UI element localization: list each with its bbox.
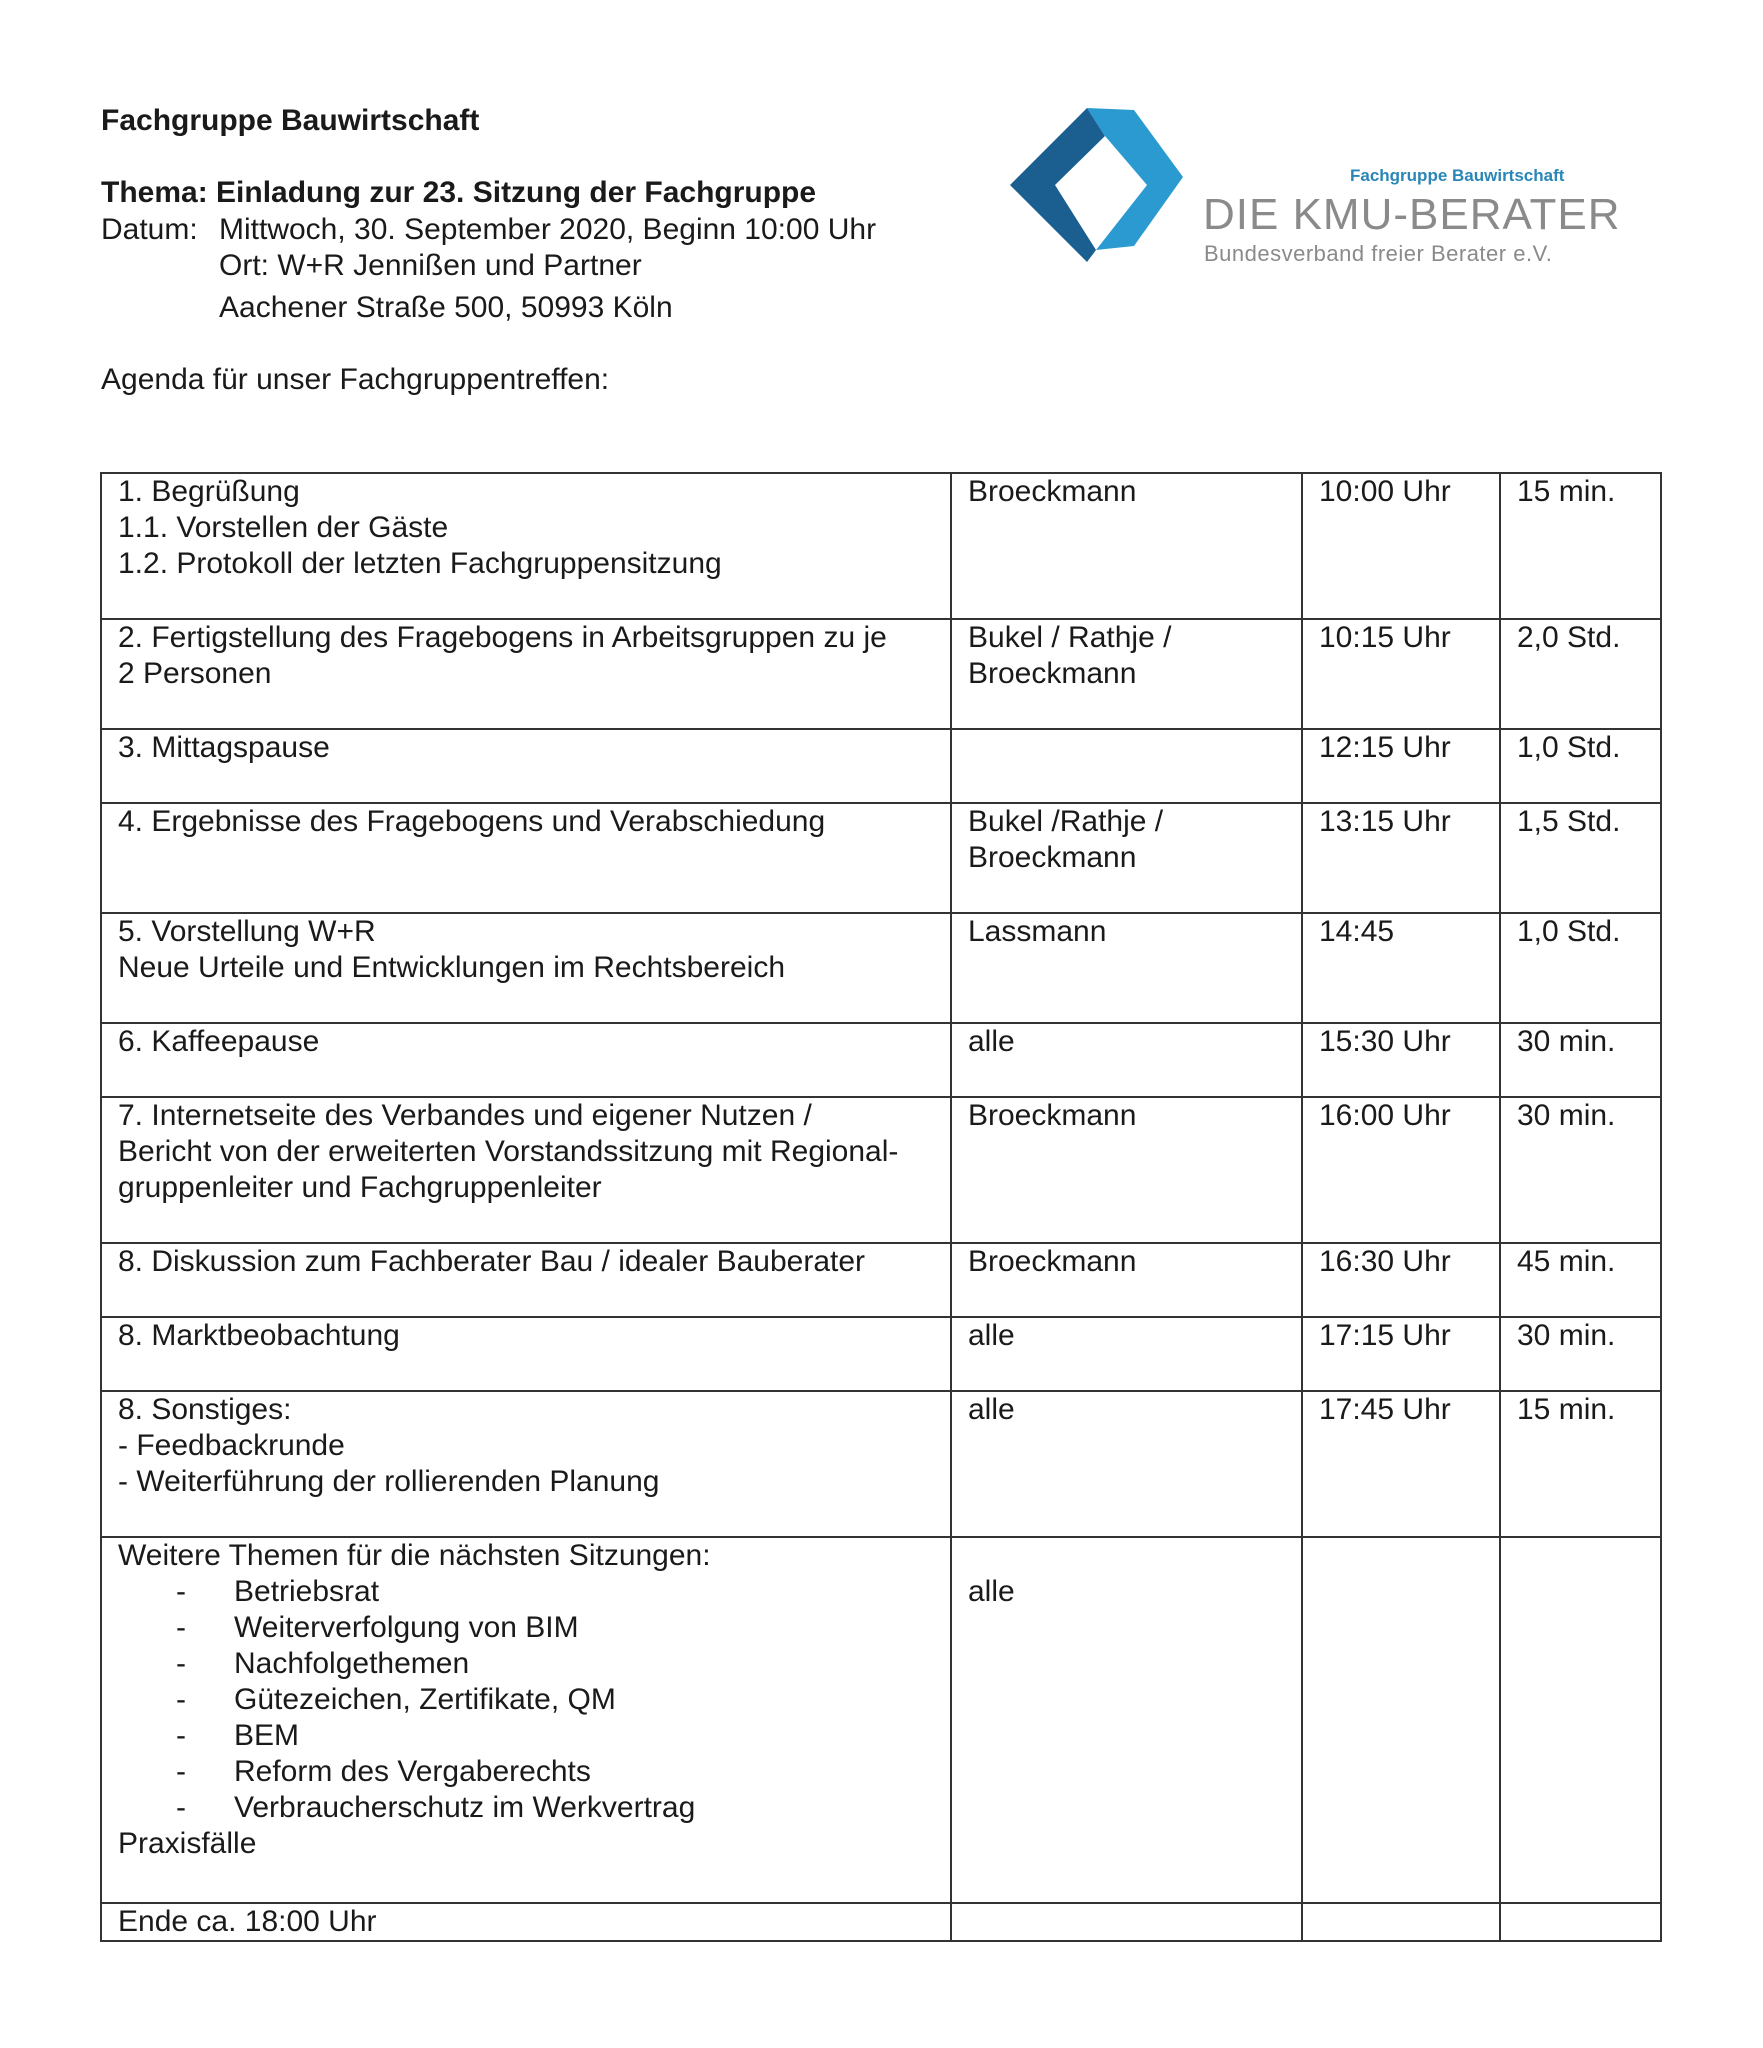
time-cell: 12:15 Uhr — [1302, 729, 1500, 803]
agenda-intro: Agenda für unser Fachgruppentreffen: — [101, 363, 610, 396]
presenter-line: alle — [968, 1319, 1015, 1352]
topic-cell — [101, 619, 951, 729]
duration-cell: 30 min. — [1500, 1097, 1661, 1243]
topic-cell — [101, 1537, 951, 1903]
location-line: Ort: W+R Jennißen und Partner — [219, 249, 642, 282]
presenter-cell — [951, 1903, 1302, 1941]
time-cell: 10:00 Uhr — [1302, 473, 1500, 619]
list-item-text: Betriebsrat — [234, 1575, 380, 1608]
topic-cell — [101, 729, 951, 803]
topic-line: 5. Vorstellung W+R — [118, 915, 376, 948]
list-item-text: BEM — [234, 1719, 300, 1752]
duration-cell — [1500, 1903, 1661, 1941]
list-item — [118, 1754, 934, 1790]
table-row — [101, 803, 1661, 913]
topic-line: 1.2. Protokoll der letzten Fachgruppensitzung — [118, 547, 722, 580]
duration-cell — [1500, 1537, 1661, 1903]
duration-cell: 1,0 Std. — [1500, 913, 1661, 1023]
list-item-text: Verbraucherschutz im Werkvertrag — [234, 1791, 696, 1824]
list-item — [118, 1610, 934, 1646]
logo-shape-light — [1087, 108, 1183, 250]
topic-line: - Feedbackrunde — [118, 1429, 345, 1462]
presenter-line: alle — [968, 1025, 1015, 1058]
agenda-table — [100, 472, 1662, 1942]
topic-cell — [101, 1317, 951, 1391]
presenter-cell — [951, 473, 1302, 619]
duration-cell: 30 min. — [1500, 1023, 1661, 1097]
date-line — [101, 212, 876, 248]
topic-cell — [101, 1243, 951, 1317]
topic-line: 2 Personen — [118, 657, 272, 690]
duration-cell: 1,5 Std. — [1500, 803, 1661, 913]
end-cell: Ende ca. 18:00 Uhr — [101, 1903, 951, 1941]
topic-line: 4. Ergebnisse des Fragebogens und Verabschiedung — [118, 805, 826, 838]
presenter-cell — [951, 913, 1302, 1023]
time-cell: 10:15 Uhr — [1302, 619, 1500, 729]
table-row — [101, 729, 1661, 803]
topic-line: 8. Marktbeobachtung — [118, 1319, 400, 1352]
time-cell: 13:15 Uhr — [1302, 803, 1500, 913]
table-row — [101, 619, 1661, 729]
presenter-line: Broeckmann — [968, 841, 1137, 874]
presenter-cell — [951, 1317, 1302, 1391]
logo-subtitle: Fachgruppe Bauwirtschaft — [1350, 166, 1565, 185]
presenter-cell — [951, 729, 1302, 803]
topic-line: 8. Sonstiges: — [118, 1393, 292, 1426]
topic-line: 7. Internetseite des Verbandes und eigener Nutzen / — [118, 1099, 812, 1132]
topic-cell — [101, 1023, 951, 1097]
presenter-line: Bukel / Rathje / — [968, 621, 1172, 654]
list-item — [118, 1790, 934, 1826]
list-item — [118, 1646, 934, 1682]
time-cell: 15:30 Uhr — [1302, 1023, 1500, 1097]
topic-cell — [101, 1391, 951, 1537]
dash-marker: - — [176, 1575, 186, 1608]
address-line: Aachener Straße 500, 50993 Köln — [219, 291, 673, 324]
table-row — [101, 913, 1661, 1023]
dash-marker: - — [176, 1791, 186, 1824]
topic-line: Bericht von der erweiterten Vorstandssitzung mit Regional- — [118, 1135, 899, 1168]
duration-cell: 1,0 Std. — [1500, 729, 1661, 803]
topic-line: 3. Mittagspause — [118, 731, 330, 764]
presenter-cell — [951, 619, 1302, 729]
topic-line: - Weiterführung der rollierenden Planung — [118, 1465, 660, 1498]
presenter-cell — [951, 803, 1302, 913]
date-label: Datum: — [101, 213, 198, 246]
topic-line: 1. Begrüßung — [118, 475, 300, 508]
time-cell — [1302, 1903, 1500, 1941]
presenter-line: alle — [968, 1393, 1015, 1426]
list-item — [118, 1574, 934, 1610]
time-cell: 16:00 Uhr — [1302, 1097, 1500, 1243]
topic-cell — [101, 803, 951, 913]
logo-shape-dark — [1010, 108, 1105, 262]
topic-line: 8. Diskussion zum Fachberater Bau / idealer Bauberater — [118, 1245, 866, 1278]
topic-cell — [101, 1097, 951, 1243]
topic-cell — [101, 913, 951, 1023]
time-cell — [1302, 1537, 1500, 1903]
time-cell: 17:15 Uhr — [1302, 1317, 1500, 1391]
presenter-line: alle — [968, 1575, 1015, 1608]
dash-marker: - — [176, 1755, 186, 1788]
topic-line: Neue Urteile und Entwicklungen im Rechtsbereich — [118, 951, 786, 984]
presenter-cell — [951, 1097, 1302, 1243]
list-item-text: Weiterverfolgung von BIM — [234, 1611, 579, 1644]
duration-cell: 15 min. — [1500, 473, 1661, 619]
list-item — [118, 1682, 934, 1718]
group-heading: Fachgruppe Bauwirtschaft — [101, 104, 480, 137]
topic-line: 6. Kaffeepause — [118, 1025, 320, 1058]
table-row — [101, 473, 1661, 619]
time-cell: 14:45 — [1302, 913, 1500, 1023]
table-row — [101, 1097, 1661, 1243]
presenter-cell — [951, 1391, 1302, 1537]
logo-tagline: Bundesverband freier Berater e.V. — [1204, 241, 1553, 266]
duration-cell: 2,0 Std. — [1500, 619, 1661, 729]
time-cell: 17:45 Uhr — [1302, 1391, 1500, 1537]
presenter-spacer — [968, 1538, 1285, 1574]
presenter-cell — [951, 1243, 1302, 1317]
table-row-end — [101, 1903, 1661, 1941]
list-item-text: Nachfolgethemen — [234, 1647, 470, 1680]
presenter-line: Broeckmann — [968, 475, 1137, 508]
table-row — [101, 1243, 1661, 1317]
table-row — [101, 1391, 1661, 1537]
further-tail: Praxisfälle — [118, 1827, 257, 1860]
dash-marker: - — [176, 1719, 186, 1752]
table-row — [101, 1317, 1661, 1391]
table-row-further-topics — [101, 1537, 1661, 1903]
topic-line: gruppenleiter und Fachgruppenleiter — [118, 1171, 602, 1204]
dash-marker: - — [176, 1647, 186, 1680]
presenter-cell — [951, 1537, 1302, 1903]
presenter-line: Broeckmann — [968, 1099, 1137, 1132]
topic-line: 1.1. Vorstellen der Gäste — [118, 511, 449, 544]
list-item-text: Reform des Vergaberechts — [234, 1755, 591, 1788]
presenter-line: Bukel /Rathje / — [968, 805, 1164, 838]
table-row — [101, 1023, 1661, 1097]
dash-marker: - — [176, 1683, 186, 1716]
presenter-line: Lassmann — [968, 915, 1107, 948]
time-cell: 16:30 Uhr — [1302, 1243, 1500, 1317]
presenter-line: Broeckmann — [968, 657, 1137, 690]
further-heading: Weitere Themen für die nächsten Sitzungen: — [118, 1539, 711, 1572]
dash-marker: - — [176, 1611, 186, 1644]
logo-title: DIE KMU-BERATER — [1203, 190, 1621, 239]
list-item-text: Gütezeichen, Zertifikate, QM — [234, 1683, 616, 1716]
duration-cell: 45 min. — [1500, 1243, 1661, 1317]
topic-cell — [101, 473, 951, 619]
topic-line: 2. Fertigstellung des Fragebogens in Arbeitsgruppen zu je — [118, 621, 887, 654]
duration-cell: 30 min. — [1500, 1317, 1661, 1391]
topic-heading: Thema: Einladung zur 23. Sitzung der Fachgruppe — [101, 176, 817, 209]
date-value: Mittwoch, 30. September 2020, Beginn 10:00 Uhr — [219, 213, 877, 246]
presenter-cell — [951, 1023, 1302, 1097]
presenter-line: Broeckmann — [968, 1245, 1137, 1278]
duration-cell: 15 min. — [1500, 1391, 1661, 1537]
list-item — [118, 1718, 934, 1754]
